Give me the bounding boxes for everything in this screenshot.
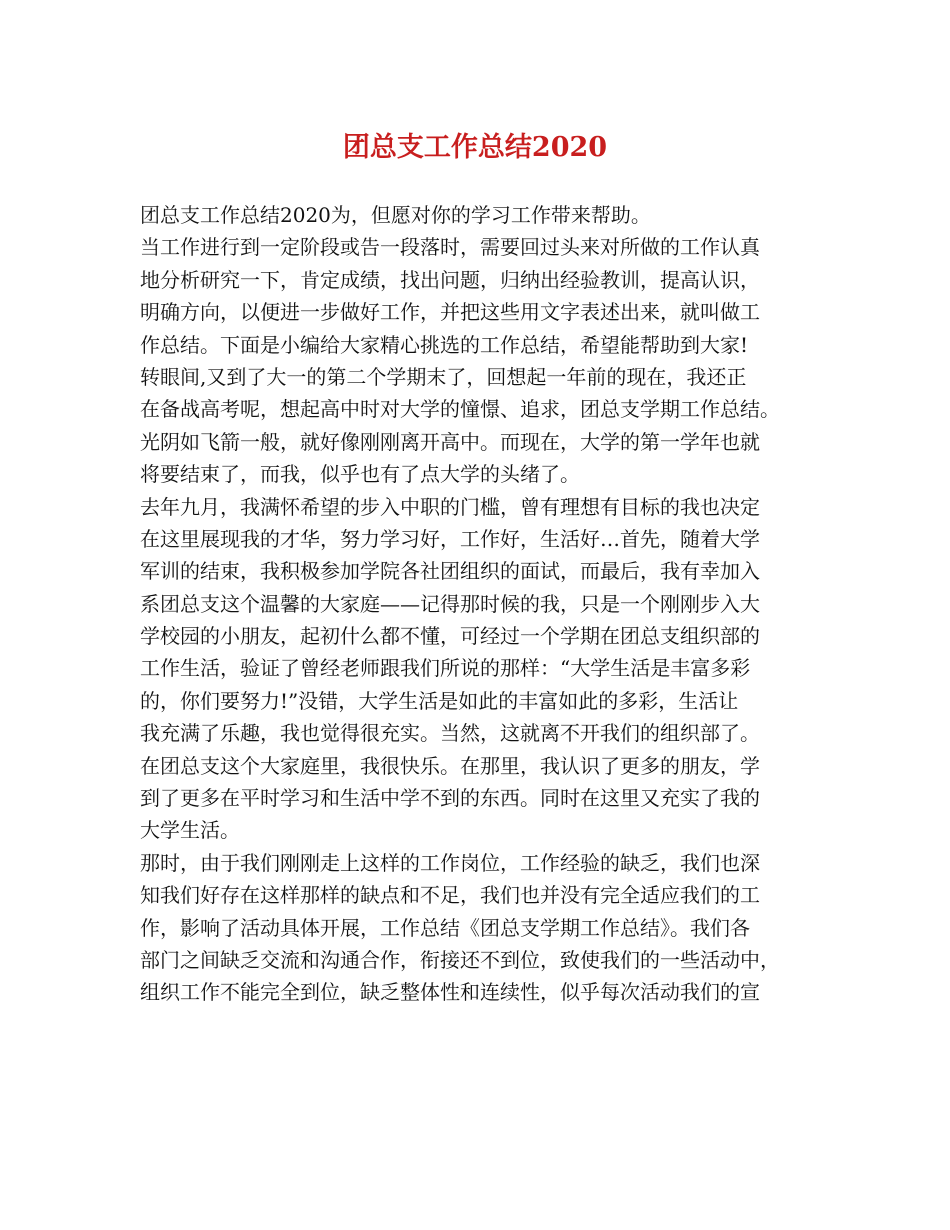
body-line: 当工作进行到一定阶段或告一段落时，需要回过头来对所做的工作认真 <box>140 235 760 260</box>
body-line: 军训的结束，我积极参加学院各社团组织的面试，而最后，我有幸加入 <box>140 559 760 584</box>
body-line: 作总结。下面是小编给大家精心挑选的工作总结，希望能帮助到大家! <box>140 332 749 357</box>
body-line: 我充满了乐趣，我也觉得很充实。当然，这就离不开我们的组织部了。 <box>140 721 760 746</box>
body-line: 到了更多在平时学习和生活中学不到的东西。同时在这里又充实了我的 <box>140 786 760 811</box>
document-body <box>140 199 820 1009</box>
body-line: 在这里展现我的才华，努力学习好，工作好，生活好…首先，随着大学 <box>140 526 760 551</box>
body-line: 系团总支这个温馨的大家庭——记得那时候的我，只是一个刚刚步入大 <box>140 591 760 616</box>
body-line: 明确方向，以便进一步做好工作，并把这些用文字表述出来，就叫做工 <box>140 300 760 325</box>
body-line: 部门之间缺乏交流和沟通合作，衔接还不到位，致使我们的一些活动中， <box>140 947 780 972</box>
body-line: 在备战高考呢，想起高中时对大学的憧憬、追求，团总支学期工作总结。 <box>140 397 780 422</box>
body-line: 在团总支这个大家庭里，我很快乐。在那里，我认识了更多的朋友，学 <box>140 753 760 778</box>
body-line: 大学生活。 <box>140 818 240 843</box>
body-line: 工作生活，验证了曾经老师跟我们所说的那样：“大学生活是丰富多彩 <box>140 656 751 681</box>
body-line: 地分析研究一下，肯定成绩，找出问题，归纳出经验教训，提高认识， <box>140 267 760 292</box>
body-line: 的，你们要努力!”没错，大学生活是如此的丰富如此的多彩，生活让 <box>140 688 739 713</box>
document-title: 团总支工作总结2020 <box>342 132 608 163</box>
body-line: 组织工作不能完全到位，缺乏整体性和连续性，似乎每次活动我们的宣 <box>140 980 760 1005</box>
body-line: 学校园的小朋友，起初什么都不懂，可经过一个学期在团总支组织部的 <box>140 624 760 649</box>
body-line: 将要结束了，而我，似乎也有了点大学的头绪了。 <box>140 462 580 487</box>
body-line: 知我们好存在这样那样的缺点和不足，我们也并没有完全适应我们的工 <box>140 883 760 908</box>
body-line: 作，影响了活动具体开展，工作总结《团总支学期工作总结》。我们各 <box>140 915 750 940</box>
body-line: 去年九月，我满怀希望的步入中职的门槛，曾有理想有目标的我也决定 <box>140 494 760 519</box>
body-line: 转眼间,又到了大一的第二个学期末了，回想起一年前的现在，我还正 <box>140 364 747 389</box>
body-line: 团总支工作总结2020为，但愿对你的学习工作带来帮助。 <box>140 203 651 227</box>
body-line: 光阴如飞箭一般，就好像刚刚离开高中。而现在，大学的第一学年也就 <box>140 429 760 454</box>
body-line: 那时，由于我们刚刚走上这样的工作岗位，工作经验的缺乏，我们也深 <box>140 850 760 875</box>
